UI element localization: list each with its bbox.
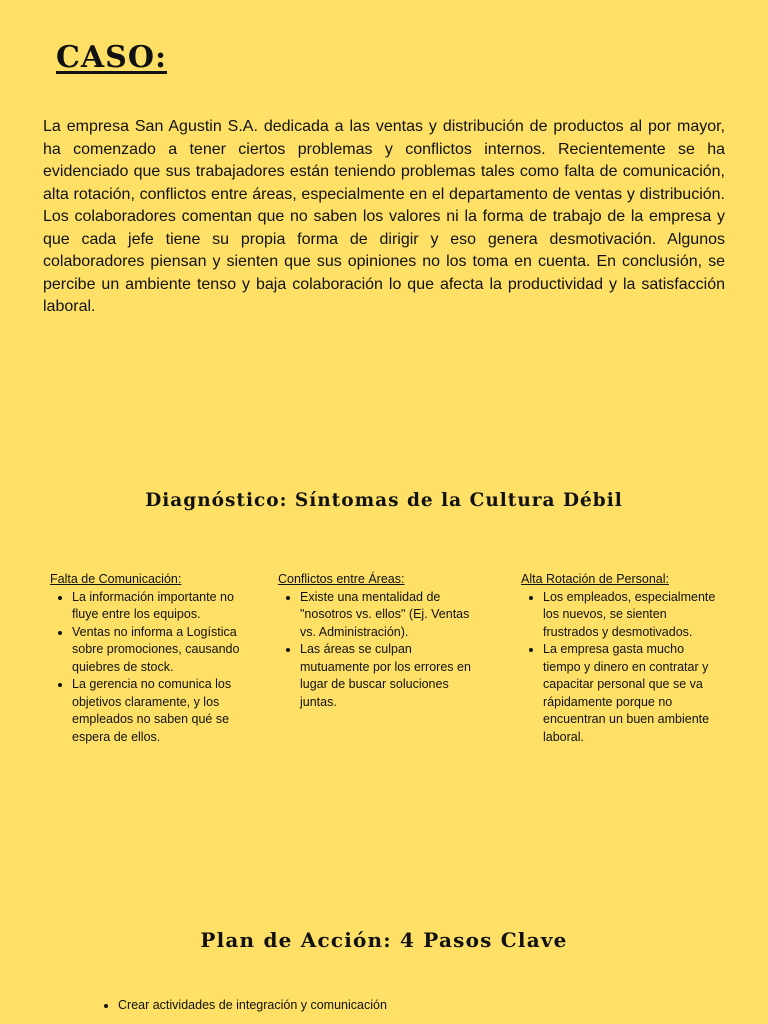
- list-item: • La gerencia no comunica los objetivos claramente, y los empleados no saben qué se espera de ellos.: [72, 676, 255, 746]
- symptom-column-turnover: [521, 571, 721, 746]
- case-title: CASO:: [56, 40, 168, 75]
- action-plan-list: [96, 996, 387, 1014]
- symptom-list: [521, 589, 721, 747]
- case-description: La empresa San Agustin S.A. dedicada a las ventas y distribución de productos al por mayor, ha comenzado a tener ciertos problemas y conflictos internos. Recientemente se ha evidenciado que sus trabajadores están teniendo problemas tales como falta de comunicación, alta rotación, conflictos entre áreas, especialmente en el departamento de ventas y distribución. Los colaboradores comentan que no saben los valores ni la forma de trabajo de la empresa y que cada jefe tiene su propia forma de dirigir y eso genera desmotivación. Algunos colaboradores piensan y sienten que sus opiniones no los toma en cuenta. En conclusión, se percibe un ambiente tenso y baja colaboración lo que afecta la productividad y la satisfacción laboral.: [43, 118, 725, 315]
- list-item: • Crear actividades de integración y comunicación: [118, 996, 387, 1014]
- list-item: • La información importante no fluye entre los equipos.: [72, 589, 255, 624]
- symptom-list: [50, 589, 255, 747]
- symptom-column-communication: [50, 571, 255, 746]
- diagnosis-title: Diagnóstico: Síntomas de la Cultura Débil: [145, 490, 623, 511]
- symptom-column-conflicts: [278, 571, 483, 711]
- list-item: • Los empleados, especialmente los nuevos, se sienten frustrados y desmotivados.: [543, 589, 721, 642]
- symptom-heading: Falta de Comunicación:: [50, 572, 182, 586]
- action-plan-title: Plan de Acción: 4 Pasos Clave: [200, 928, 568, 952]
- symptom-heading: Conflictos entre Áreas:: [278, 572, 405, 586]
- symptom-list: [278, 589, 483, 712]
- list-item: • Ventas no informa a Logística sobre promociones, causando quiebres de stock.: [72, 624, 255, 677]
- symptom-heading: Alta Rotación de Personal:: [521, 572, 670, 586]
- list-item: • La empresa gasta mucho tiempo y dinero en contratar y capacitar personal que se va rápidamente porque no encuentran un buen ambiente laboral.: [543, 641, 721, 746]
- list-item: • Las áreas se culpan mutuamente por los errores en lugar de buscar soluciones juntas.: [300, 641, 483, 711]
- list-item: • Existe una mentalidad de "nosotros vs. ellos" (Ej. Ventas vs. Administración).: [300, 589, 483, 642]
